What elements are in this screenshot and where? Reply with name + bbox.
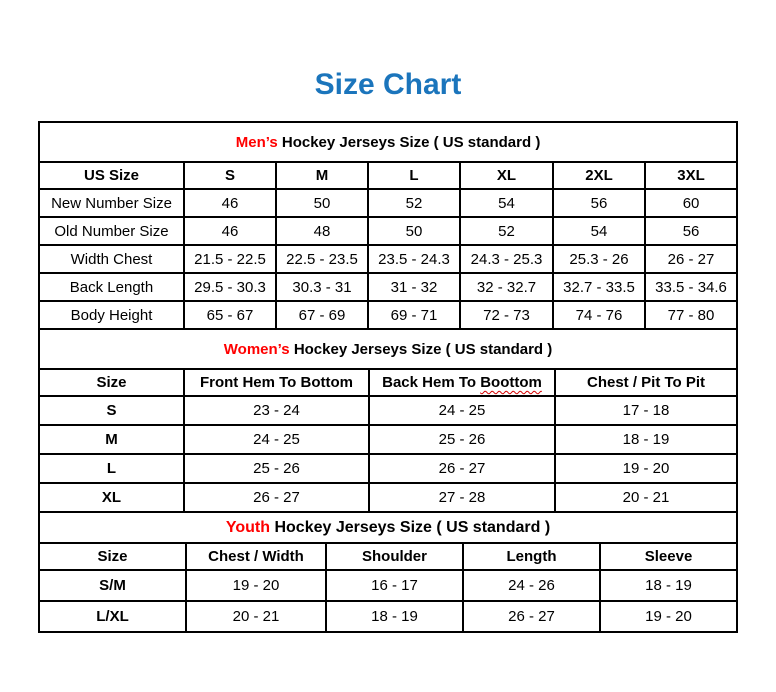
column-header-size: Size: [39, 369, 184, 396]
size-value: 25 - 26: [184, 454, 369, 483]
youth-header-row: [39, 543, 737, 570]
size-value: 30.3 - 31: [276, 273, 368, 301]
mens-header-row: [39, 162, 737, 189]
column-header-length: Length: [463, 543, 600, 570]
row-label: M: [39, 425, 184, 454]
size-value: 52: [460, 217, 553, 245]
size-value: 23 - 24: [184, 396, 369, 425]
size-value: 21.5 - 22.5: [184, 245, 276, 273]
size-chart: [38, 121, 736, 633]
mens-section-highlight: Men’s: [235, 133, 278, 151]
row-label: S/M: [39, 570, 186, 601]
column-header-chest: Chest / Pit To Pit: [555, 369, 737, 396]
size-value: 69 - 71: [368, 301, 460, 329]
size-value: 56: [645, 217, 737, 245]
size-value: 32.7 - 33.5: [553, 273, 645, 301]
column-header-l: L: [368, 162, 460, 189]
size-value: 23.5 - 24.3: [368, 245, 460, 273]
row-label: Old Number Size: [39, 217, 184, 245]
size-value: 32 - 32.7: [460, 273, 553, 301]
size-value: 74 - 76: [553, 301, 645, 329]
size-value: 77 - 80: [645, 301, 737, 329]
size-value: 19 - 20: [186, 570, 326, 601]
size-value: 31 - 32: [368, 273, 460, 301]
size-value: 24 - 25: [184, 425, 369, 454]
size-value: 26 - 27: [184, 483, 369, 512]
size-value: 25 - 26: [369, 425, 555, 454]
womens-section-title: Hockey Jerseys Size ( US standard ): [293, 340, 553, 358]
column-header-size: Size: [39, 543, 186, 570]
size-value: 24 - 26: [463, 570, 600, 601]
size-value: 17 - 18: [555, 396, 737, 425]
youth-size-table: [38, 511, 738, 633]
size-value: 54: [553, 217, 645, 245]
womens-size-table: [38, 328, 738, 513]
column-header-2xl: 2XL: [553, 162, 645, 189]
size-value: 16 - 17: [326, 570, 463, 601]
column-header-shoulder: Shoulder: [326, 543, 463, 570]
womens-section-highlight: Women’s: [223, 340, 290, 358]
table-row-back-length: [39, 273, 737, 301]
table-row-old-number-size: [39, 217, 737, 245]
table-row-womens-m: [39, 425, 737, 454]
column-header-xl: XL: [460, 162, 553, 189]
row-label: S: [39, 396, 184, 425]
size-value: 22.5 - 23.5: [276, 245, 368, 273]
table-row-new-number-size: [39, 189, 737, 217]
row-label: XL: [39, 483, 184, 512]
size-value: 26 - 27: [463, 601, 600, 632]
womens-header-row: [39, 369, 737, 396]
size-value: 26 - 27: [369, 454, 555, 483]
womens-section-header-row: [39, 329, 737, 369]
row-label: Width Chest: [39, 245, 184, 273]
column-header-3xl: 3XL: [645, 162, 737, 189]
size-value: 19 - 20: [555, 454, 737, 483]
column-header-back-hem: [369, 369, 555, 396]
youth-section-header-row: [39, 512, 737, 543]
size-value: 27 - 28: [369, 483, 555, 512]
mens-size-table: [38, 121, 738, 330]
size-value: 50: [368, 217, 460, 245]
size-value: 20 - 21: [186, 601, 326, 632]
youth-section-title: Hockey Jerseys Size ( US standard ): [274, 518, 551, 536]
table-row-body-height: [39, 301, 737, 329]
column-header-sleeve: Sleeve: [600, 543, 737, 570]
size-value: 54: [460, 189, 553, 217]
table-row-womens-s: [39, 396, 737, 425]
size-value: 26 - 27: [645, 245, 737, 273]
row-label: Back Length: [39, 273, 184, 301]
row-label: L/XL: [39, 601, 186, 632]
size-value: 48: [276, 217, 368, 245]
size-value: 52: [368, 189, 460, 217]
size-value: 18 - 19: [326, 601, 463, 632]
page-title: Size Chart: [314, 68, 462, 101]
column-header-s: S: [184, 162, 276, 189]
size-value: 46: [184, 189, 276, 217]
column-header-chest-width: Chest / Width: [186, 543, 326, 570]
size-value: 67 - 69: [276, 301, 368, 329]
size-value: 19 - 20: [600, 601, 737, 632]
size-value: 50: [276, 189, 368, 217]
column-header-us-size: US Size: [39, 162, 184, 189]
womens-section-header: [39, 329, 737, 369]
size-value: 25.3 - 26: [553, 245, 645, 273]
size-value: 56: [553, 189, 645, 217]
size-value: 18 - 19: [600, 570, 737, 601]
size-value: 46: [184, 217, 276, 245]
back-hem-label: Back Hem To: [382, 374, 477, 391]
back-hem-misspelled-word: Boottom: [480, 374, 542, 391]
table-row-youth-sm: [39, 570, 737, 601]
size-value: 18 - 19: [555, 425, 737, 454]
row-label: L: [39, 454, 184, 483]
column-header-front-hem: Front Hem To Bottom: [184, 369, 369, 396]
table-row-womens-xl: [39, 483, 737, 512]
row-label: New Number Size: [39, 189, 184, 217]
table-row-youth-lxl: [39, 601, 737, 632]
column-header-m: M: [276, 162, 368, 189]
size-value: 29.5 - 30.3: [184, 273, 276, 301]
size-value: 20 - 21: [555, 483, 737, 512]
size-value: 72 - 73: [460, 301, 553, 329]
youth-section-highlight: Youth: [225, 518, 271, 536]
table-row-width-chest: [39, 245, 737, 273]
size-value: 65 - 67: [184, 301, 276, 329]
size-value: 24.3 - 25.3: [460, 245, 553, 273]
youth-section-header: [39, 512, 737, 543]
size-value: 24 - 25: [369, 396, 555, 425]
mens-section-header: [39, 122, 737, 162]
size-value: 60: [645, 189, 737, 217]
size-value: 33.5 - 34.6: [645, 273, 737, 301]
mens-section-title: Hockey Jerseys Size ( US standard ): [281, 133, 541, 151]
row-label: Body Height: [39, 301, 184, 329]
mens-section-header-row: [39, 122, 737, 162]
table-row-womens-l: [39, 454, 737, 483]
